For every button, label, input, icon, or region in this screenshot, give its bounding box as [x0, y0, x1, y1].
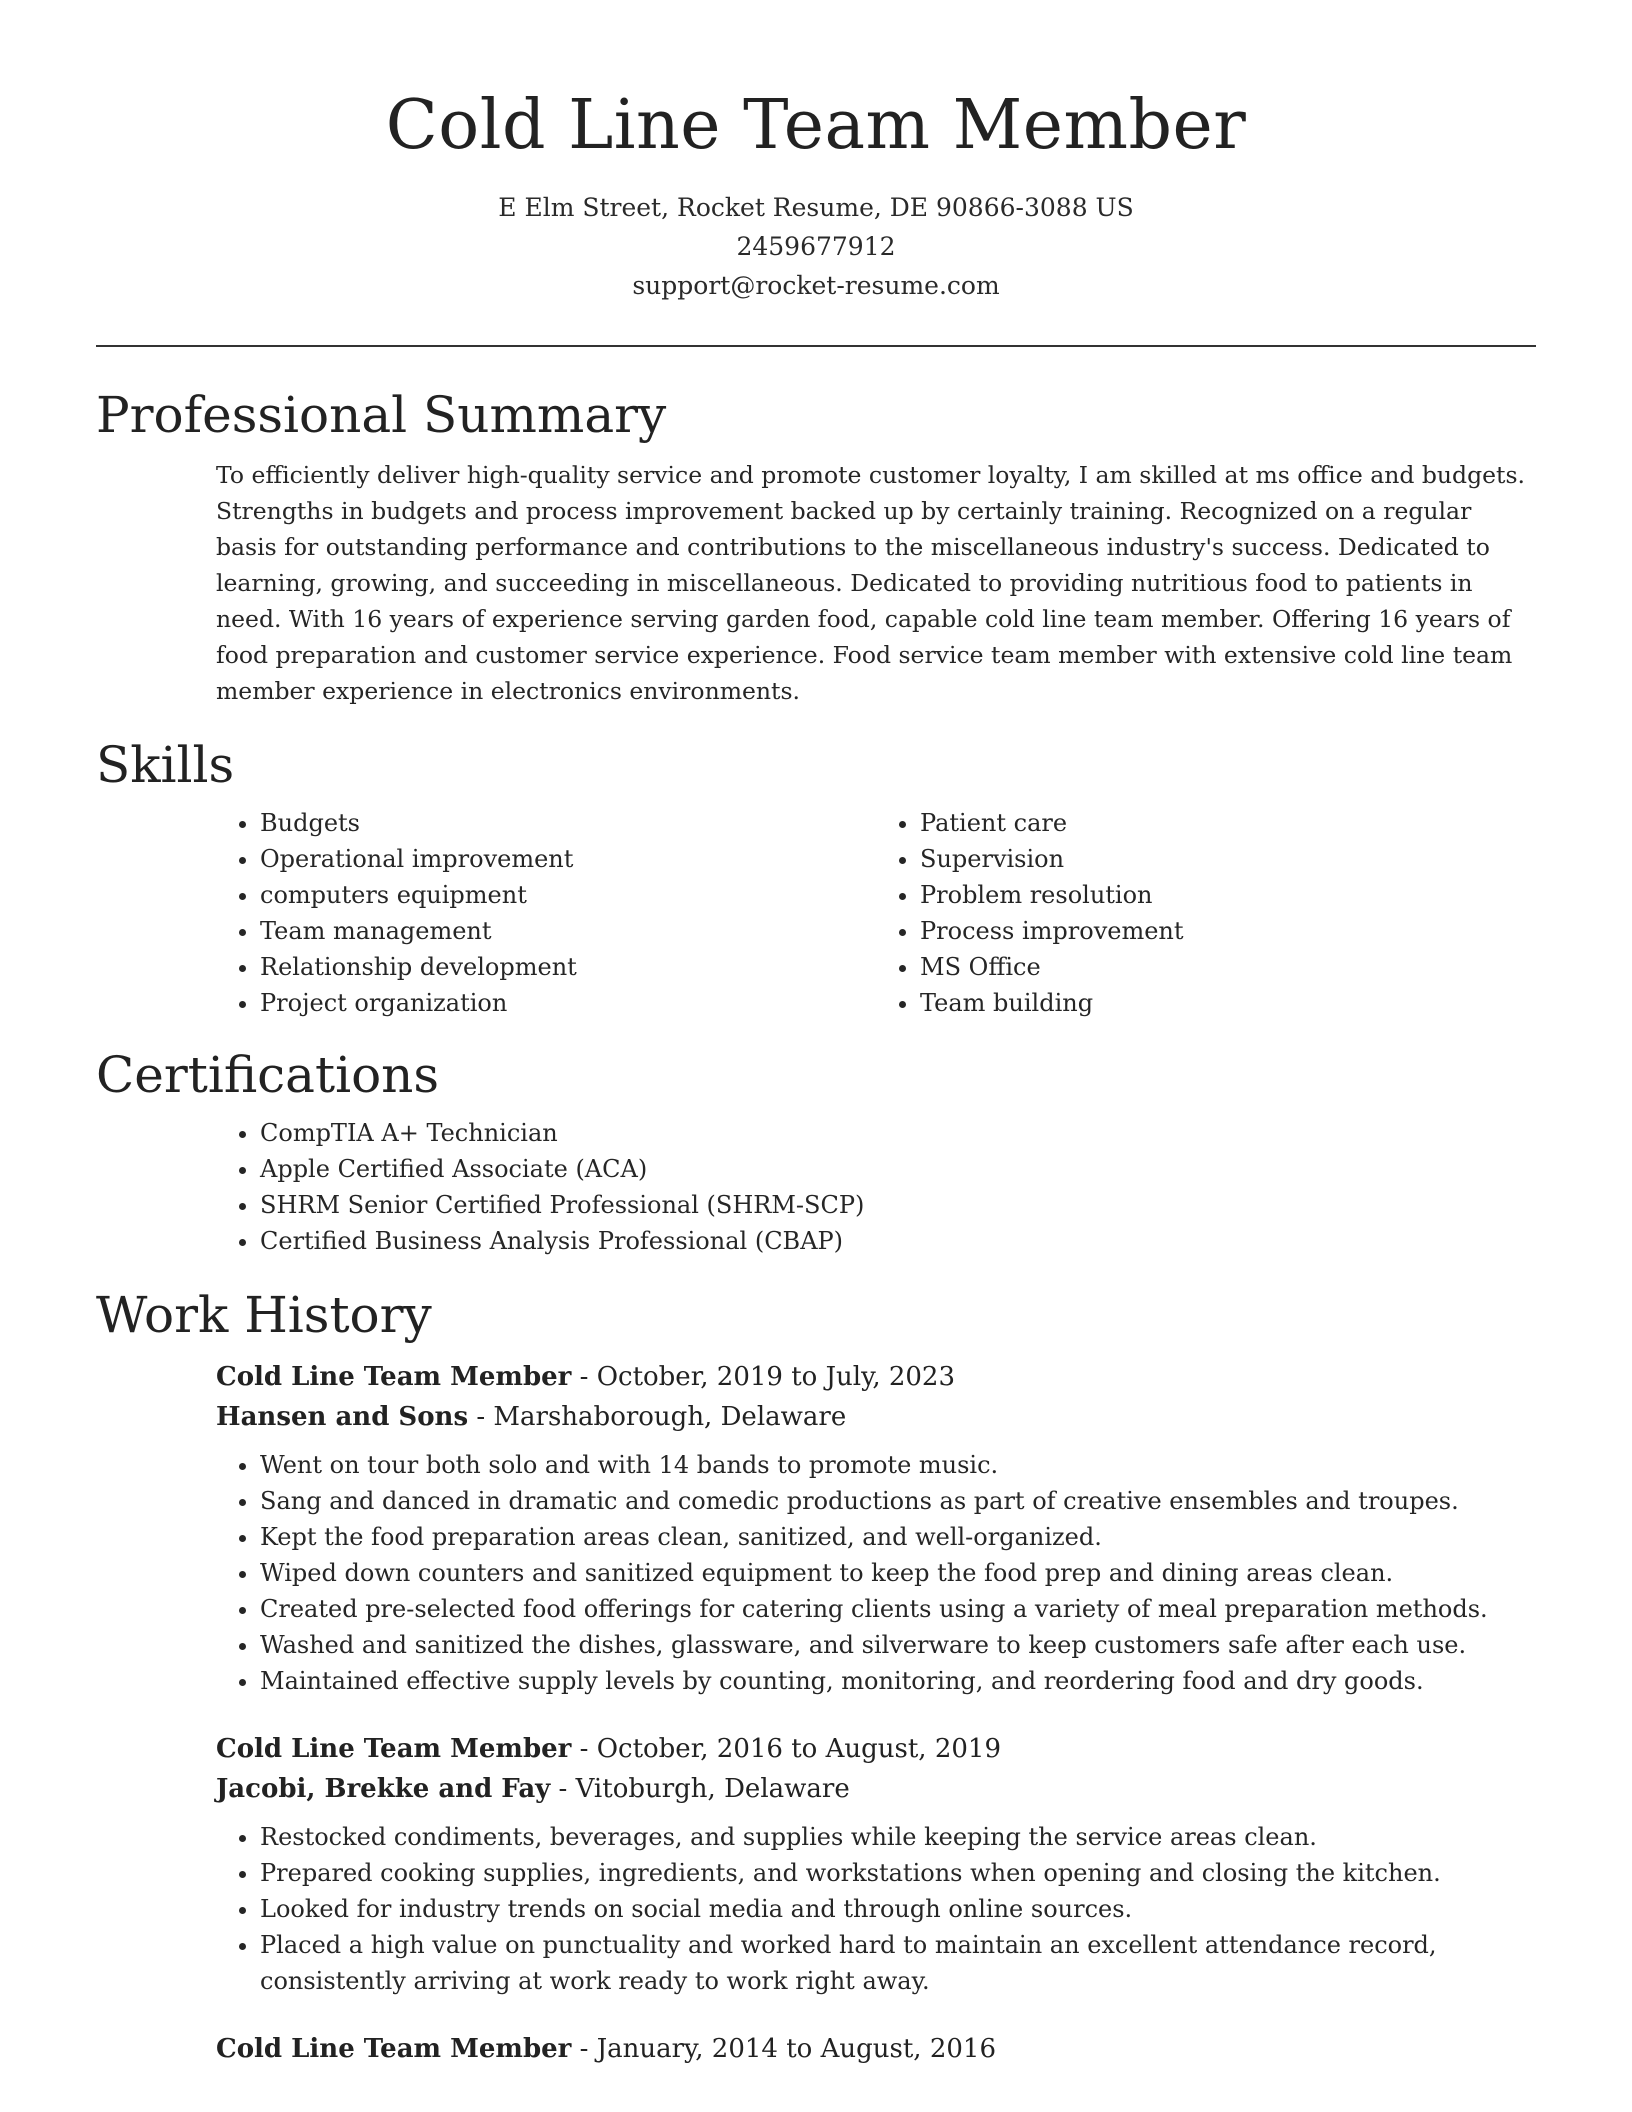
skill-item: • Supervision: [920, 841, 1536, 877]
job-duty: • Wiped down counters and sanitized equipment to keep the food prep and dining areas clean.: [260, 1555, 1536, 1591]
job-entry: [216, 1729, 1536, 1999]
skill-item: • Problem resolution: [920, 877, 1536, 913]
certification-item: • SHRM Senior Certified Professional (SHRM-SCP): [260, 1187, 1536, 1223]
job-entry: [216, 2029, 1536, 2069]
job-duties-list: [216, 1819, 1536, 1999]
job-company-line: [216, 1769, 1536, 1809]
skills-list-left: [216, 805, 876, 1021]
certification-item: • Certified Business Analysis Professional (CBAP): [260, 1223, 1536, 1259]
job-duty: • Looked for industry trends on social media and through online sources.: [260, 1891, 1536, 1927]
skill-item: • MS Office: [920, 949, 1536, 985]
job-dates: - October, 2016 to August, 2019: [571, 1734, 1001, 1764]
job-duty: • Washed and sanitized the dishes, glassware, and silverware to keep customers safe after each use.: [260, 1627, 1536, 1663]
job-role: Cold Line Team Member: [216, 1362, 572, 1392]
certifications-list: [216, 1115, 1536, 1259]
work-history-heading: Work History: [96, 1286, 432, 1344]
job-duty: • Went on tour both solo and with 14 bands to promote music.: [260, 1447, 1536, 1483]
job-duty: • Prepared cooking supplies, ingredients, and workstations when opening and closing the kitchen.: [260, 1855, 1536, 1891]
skill-item: • Team management: [260, 913, 876, 949]
summary-text: To efficiently deliver high-quality service and promote customer loyalty, I am skilled at ms office and budgets. Strengths in budgets and process improvement backed up by certainly training. Recognized on a regular basis for outstanding performance and contributions to the miscellaneous industry's success. Dedicated to learning, growing, and succeeding in miscellaneous. Dedicated to providing nutritious food to patients in need. With 16 years of experience serving garden food, capable cold line team member. Offering 16 years of food preparation and customer service experience. Food service team member with extensive cold line team member experience in electronics environments.: [216, 461, 1526, 705]
contact-address: E Elm Street, Rocket Resume, DE 90866-3088 US: [498, 193, 1134, 222]
job-location: - Marshaborough, Delaware: [468, 1402, 847, 1432]
contact-phone: 2459677912: [736, 232, 896, 261]
job-duty: • Sang and danced in dramatic and comedic productions as part of creative ensembles and troupes.: [260, 1483, 1536, 1519]
job-duties-list: [216, 1447, 1536, 1699]
job-dates: - October, 2019 to July, 2023: [571, 1362, 956, 1392]
skills-heading: Skills: [96, 736, 235, 794]
skill-item: • Team building: [920, 985, 1536, 1021]
job-location: - Vitoburgh, Delaware: [550, 1774, 850, 1804]
contact-block: [96, 188, 1536, 305]
skill-item: • Project organization: [260, 985, 876, 1021]
certification-item: • CompTIA A+ Technician: [260, 1115, 1536, 1151]
job-role: Cold Line Team Member: [216, 1734, 572, 1764]
skill-item: • Operational improvement: [260, 841, 876, 877]
job-dates: - January, 2014 to August, 2016: [571, 2034, 996, 2064]
job-duty: • Restocked condiments, beverages, and supplies while keeping the service areas clean.: [260, 1819, 1536, 1855]
job-company-line: [216, 1397, 1536, 1437]
header-divider: [96, 345, 1536, 347]
job-duty: • Created pre-selected food offerings for catering clients using a variety of meal preparation methods.: [260, 1591, 1536, 1627]
contact-email: support@rocket-resume.com: [632, 271, 1000, 300]
skills-columns: [216, 805, 1536, 1021]
skill-item: • Budgets: [260, 805, 876, 841]
candidate-name: Cold Line Team Member: [385, 86, 1247, 165]
job-duty: • Maintained effective supply levels by counting, monitoring, and reordering food and dry goods.: [260, 1663, 1536, 1699]
job-entry: [216, 1357, 1536, 1699]
job-company: Hansen and Sons: [216, 1402, 469, 1432]
skill-item: • Process improvement: [920, 913, 1536, 949]
job-title-line: [216, 1729, 1536, 1769]
skill-item: • computers equipment: [260, 877, 876, 913]
job-company: Jacobi, Brekke and Fay: [216, 1774, 551, 1804]
skill-item: • Relationship development: [260, 949, 876, 985]
job-duty: • Kept the food preparation areas clean, sanitized, and well-organized.: [260, 1519, 1536, 1555]
job-role: Cold Line Team Member: [216, 2034, 572, 2064]
summary-heading: Professional Summary: [96, 386, 667, 444]
job-title-line: [216, 1357, 1536, 1397]
certifications-heading: Certifications: [96, 1046, 440, 1104]
skills-list-right: [876, 805, 1536, 1021]
job-title-line: [216, 2029, 1536, 2069]
skill-item: • Patient care: [920, 805, 1536, 841]
certification-item: • Apple Certified Associate (ACA): [260, 1151, 1536, 1187]
job-duty: • Placed a high value on punctuality and worked hard to maintain an excellent attendance record, consistently arriving at work ready to work right away.: [260, 1927, 1536, 1999]
